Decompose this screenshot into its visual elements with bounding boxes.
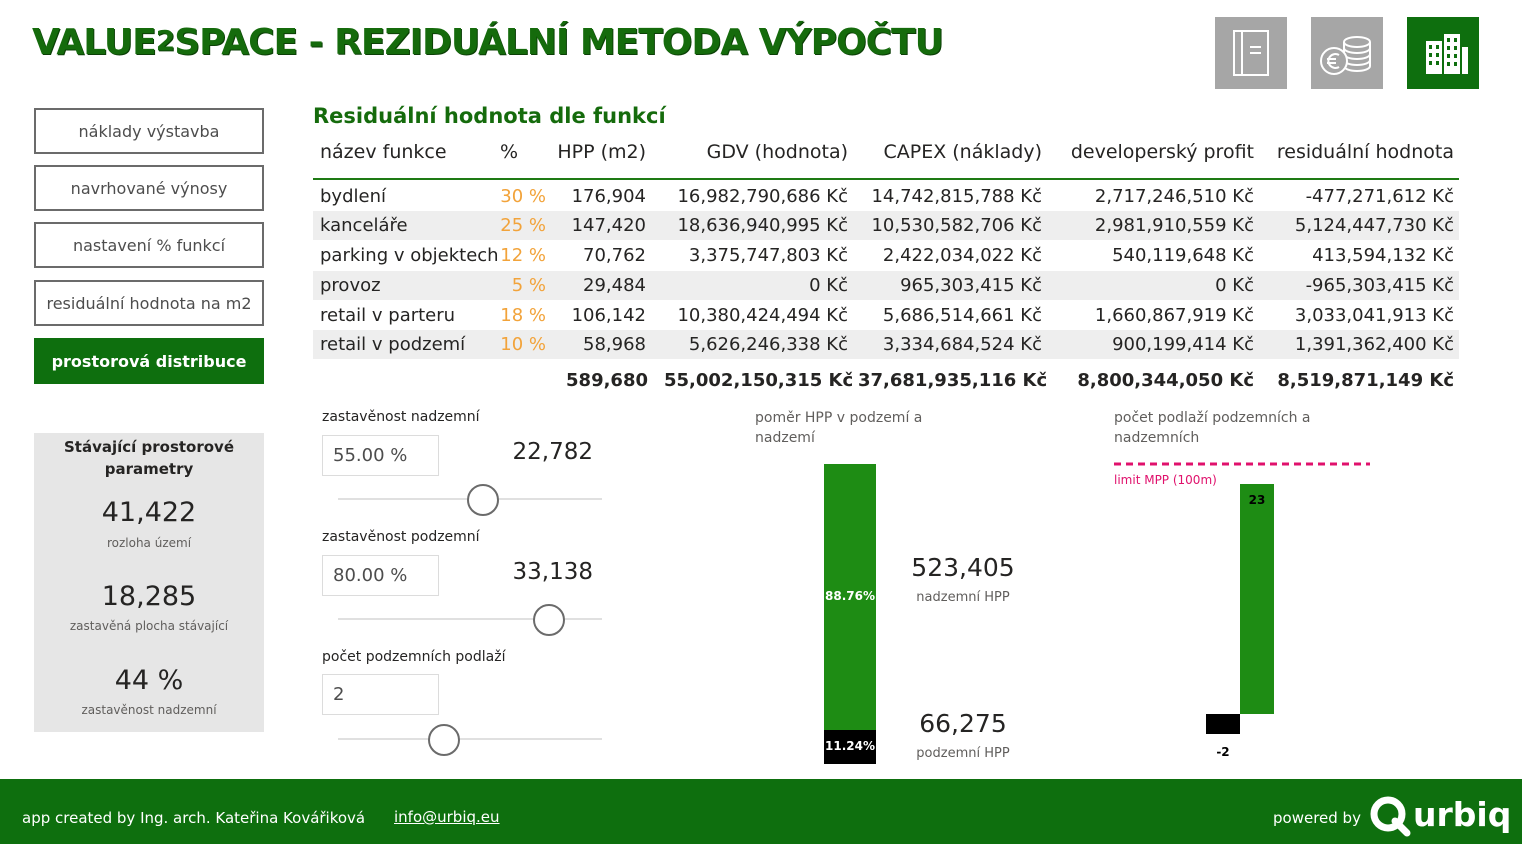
underground-floors-slider-track[interactable] <box>338 738 602 740</box>
table-row[interactable] <box>313 330 1459 359</box>
underground-floors-input[interactable]: 2 <box>322 674 439 715</box>
cell-capex: 965,303,415 Kč <box>900 275 1042 296</box>
cell-name: kanceláře <box>320 215 408 236</box>
total-hpp: 589,680 <box>566 370 648 391</box>
cell-profit: 900,199,414 Kč <box>1112 334 1254 355</box>
above-coverage-readout: 22,782 <box>512 439 593 465</box>
cell-capex: 14,742,815,788 Kč <box>871 186 1042 207</box>
cell-pct: 12 % <box>500 245 546 266</box>
table-title: Residuální hodnota dle funkcí <box>313 104 666 128</box>
cell-residual: 413,594,132 Kč <box>1312 245 1454 266</box>
coins-euro-icon <box>1311 17 1383 89</box>
floors-bar-label-podzemní: -2 <box>1216 745 1230 759</box>
app-title-part-b: SPACE - REZIDUÁLNÍ METODA VÝPOČTU <box>174 22 943 63</box>
cell-gdv: 10,380,424,494 Kč <box>677 305 848 326</box>
cell-hpp: 29,484 <box>583 275 646 296</box>
column-header-residual[interactable]: residuální hodnota <box>1276 141 1454 163</box>
buildings-icon <box>1407 17 1479 89</box>
footer <box>0 779 1522 844</box>
params-title: Stávající prostorové parametry <box>63 438 235 478</box>
urbiq-logo-text: urbiq <box>1413 795 1512 834</box>
above-coverage-label: zastavěnost nadzemní <box>322 409 480 425</box>
hpp-ratio-chart-title: poměr HPP v podzemí a nadzemí <box>755 410 923 446</box>
cell-name: bydlení <box>320 186 386 207</box>
floors-chart-title: počet podlaží podzemních a nadzemních <box>1114 410 1311 446</box>
cell-gdv: 18,636,940,995 Kč <box>677 215 848 236</box>
bar-label-below: 11.24% <box>825 739 875 753</box>
below-coverage-readout: 33,138 <box>512 559 593 585</box>
cell-gdv: 3,375,747,803 Kč <box>688 245 848 266</box>
total-residual: 8,519,871,149 Kč <box>1277 370 1454 391</box>
floors-bar-nadzemní[interactable] <box>1240 484 1274 714</box>
cell-residual: 1,391,362,400 Kč <box>1294 334 1454 355</box>
nav-naklady-vystavba[interactable]: náklady výstavba <box>34 108 264 154</box>
urbiq-logo-mark-icon <box>1369 795 1411 837</box>
column-header-capex[interactable]: CAPEX (náklady) <box>883 141 1042 163</box>
cell-name: provoz <box>320 275 381 296</box>
table-row[interactable] <box>313 301 1459 330</box>
below-coverage-input[interactable]: 80.00 % <box>322 555 439 596</box>
floors-bar-label-nadzemní: 23 <box>1248 493 1266 507</box>
param-label-area: rozloha území <box>106 536 192 550</box>
param-value-built: 18,285 <box>101 581 197 612</box>
floors-chart <box>1100 450 1380 770</box>
cell-pct: 5 % <box>511 275 546 296</box>
column-header-profit[interactable]: developerský profit <box>1070 141 1254 163</box>
cell-hpp: 147,420 <box>571 215 646 236</box>
limit-mpp-label: limit MPP (100m) <box>1114 473 1217 487</box>
table-row[interactable] <box>313 241 1459 270</box>
cell-profit: 2,981,910,559 Kč <box>1094 215 1254 236</box>
below-coverage-label: zastavěnost podzemní <box>322 529 480 545</box>
buildings-tile-button[interactable] <box>1407 17 1479 89</box>
underground-floors-slider-thumb[interactable] <box>428 724 460 756</box>
cell-pct: 30 % <box>500 186 546 207</box>
total-profit: 8,800,344,050 Kč <box>1077 370 1254 391</box>
cell-residual: -477,271,612 Kč <box>1305 186 1454 207</box>
below-hpp-value: 66,275 <box>919 709 1007 738</box>
total-capex: 37,681,935,116 Kč <box>858 370 1048 391</box>
app-title-part-a: VALUE <box>32 22 156 63</box>
table-header-rule <box>313 178 1459 180</box>
cell-name: retail v parteru <box>320 305 456 326</box>
column-header-pct[interactable]: % <box>500 141 519 163</box>
above-coverage-slider-thumb[interactable] <box>467 484 499 516</box>
hpp-ratio-chart <box>824 464 876 764</box>
notebook-icon <box>1215 17 1287 89</box>
notebook-tile-button[interactable] <box>1215 17 1287 89</box>
cell-profit: 0 Kč <box>1215 275 1254 296</box>
below-coverage-slider-thumb[interactable] <box>533 604 565 636</box>
cell-gdv: 5,626,246,338 Kč <box>688 334 848 355</box>
cell-hpp: 70,762 <box>583 245 646 266</box>
above-hpp-value: 523,405 <box>911 553 1015 582</box>
param-value-area: 41,422 <box>101 497 197 528</box>
cell-hpp: 176,904 <box>571 186 646 207</box>
cell-name: parking v objektech <box>320 245 499 266</box>
coins-tile-button[interactable] <box>1311 17 1383 89</box>
cell-capex: 10,530,582,706 Kč <box>871 215 1042 236</box>
app-title <box>32 22 943 63</box>
below-hpp-label: podzemní HPP <box>916 746 1010 761</box>
cell-gdv: 0 Kč <box>809 275 848 296</box>
table-row[interactable] <box>313 271 1459 300</box>
underground-floors-label: počet podzemních podlaží <box>322 649 506 665</box>
cell-capex: 5,686,514,661 Kč <box>882 305 1042 326</box>
cell-capex: 2,422,034,022 Kč <box>882 245 1042 266</box>
bar-below-ground[interactable] <box>824 730 876 764</box>
table-row[interactable] <box>313 182 1459 211</box>
nav-nastaveni-funkci[interactable]: nastavení % funkcí <box>34 222 264 268</box>
cell-residual: -965,303,415 Kč <box>1305 275 1454 296</box>
app-title-superscript: 2 <box>155 24 175 57</box>
nav-residualni-hodnota-m2[interactable]: residuální hodnota na m2 <box>34 280 264 326</box>
cell-profit: 1,660,867,919 Kč <box>1094 305 1254 326</box>
footer-credit: app created by Ing. arch. Kateřina Kovářiková <box>22 809 366 827</box>
cell-residual: 3,033,041,913 Kč <box>1294 305 1454 326</box>
footer-powered-by: powered by <box>1273 809 1361 827</box>
cell-profit: 2,717,246,510 Kč <box>1094 186 1254 207</box>
cell-pct: 25 % <box>500 215 546 236</box>
nav-prostorova-distribuce[interactable]: prostorová distribuce <box>34 338 264 384</box>
cell-residual: 5,124,447,730 Kč <box>1294 215 1454 236</box>
footer-email-link[interactable]: info@urbiq.eu <box>394 808 500 826</box>
floors-bar-podzemní[interactable] <box>1206 714 1240 734</box>
column-header-hpp[interactable]: HPP (m2) <box>557 141 646 163</box>
param-label-built: zastavěná plocha stávající <box>69 619 229 633</box>
table-row[interactable] <box>313 211 1459 240</box>
cell-capex: 3,334,684,524 Kč <box>882 334 1042 355</box>
column-header-gdv[interactable]: GDV (hodnota) <box>706 141 848 163</box>
cell-hpp: 58,968 <box>583 334 646 355</box>
nav-navrhovane-vynosy[interactable]: navrhované výnosy <box>34 165 264 211</box>
param-label-coverage: zastavěnost nadzemní <box>81 703 217 717</box>
bar-label-above: 88.76% <box>825 589 875 603</box>
cell-profit: 540,119,648 Kč <box>1112 245 1254 266</box>
column-header-name[interactable]: název funkce <box>320 141 447 163</box>
above-coverage-input[interactable]: 55.00 % <box>322 435 439 476</box>
total-gdv: 55,002,150,315 Kč <box>664 370 854 391</box>
cell-hpp: 106,142 <box>571 305 646 326</box>
cell-pct: 18 % <box>500 305 546 326</box>
above-hpp-label: nadzemní HPP <box>916 590 1010 605</box>
bar-above-ground[interactable] <box>824 464 876 730</box>
cell-gdv: 16,982,790,686 Kč <box>677 186 848 207</box>
cell-pct: 10 % <box>500 334 546 355</box>
existing-params-panel <box>34 433 264 732</box>
param-value-coverage: 44 % <box>114 665 184 696</box>
cell-name: retail v podzemí <box>320 334 466 355</box>
